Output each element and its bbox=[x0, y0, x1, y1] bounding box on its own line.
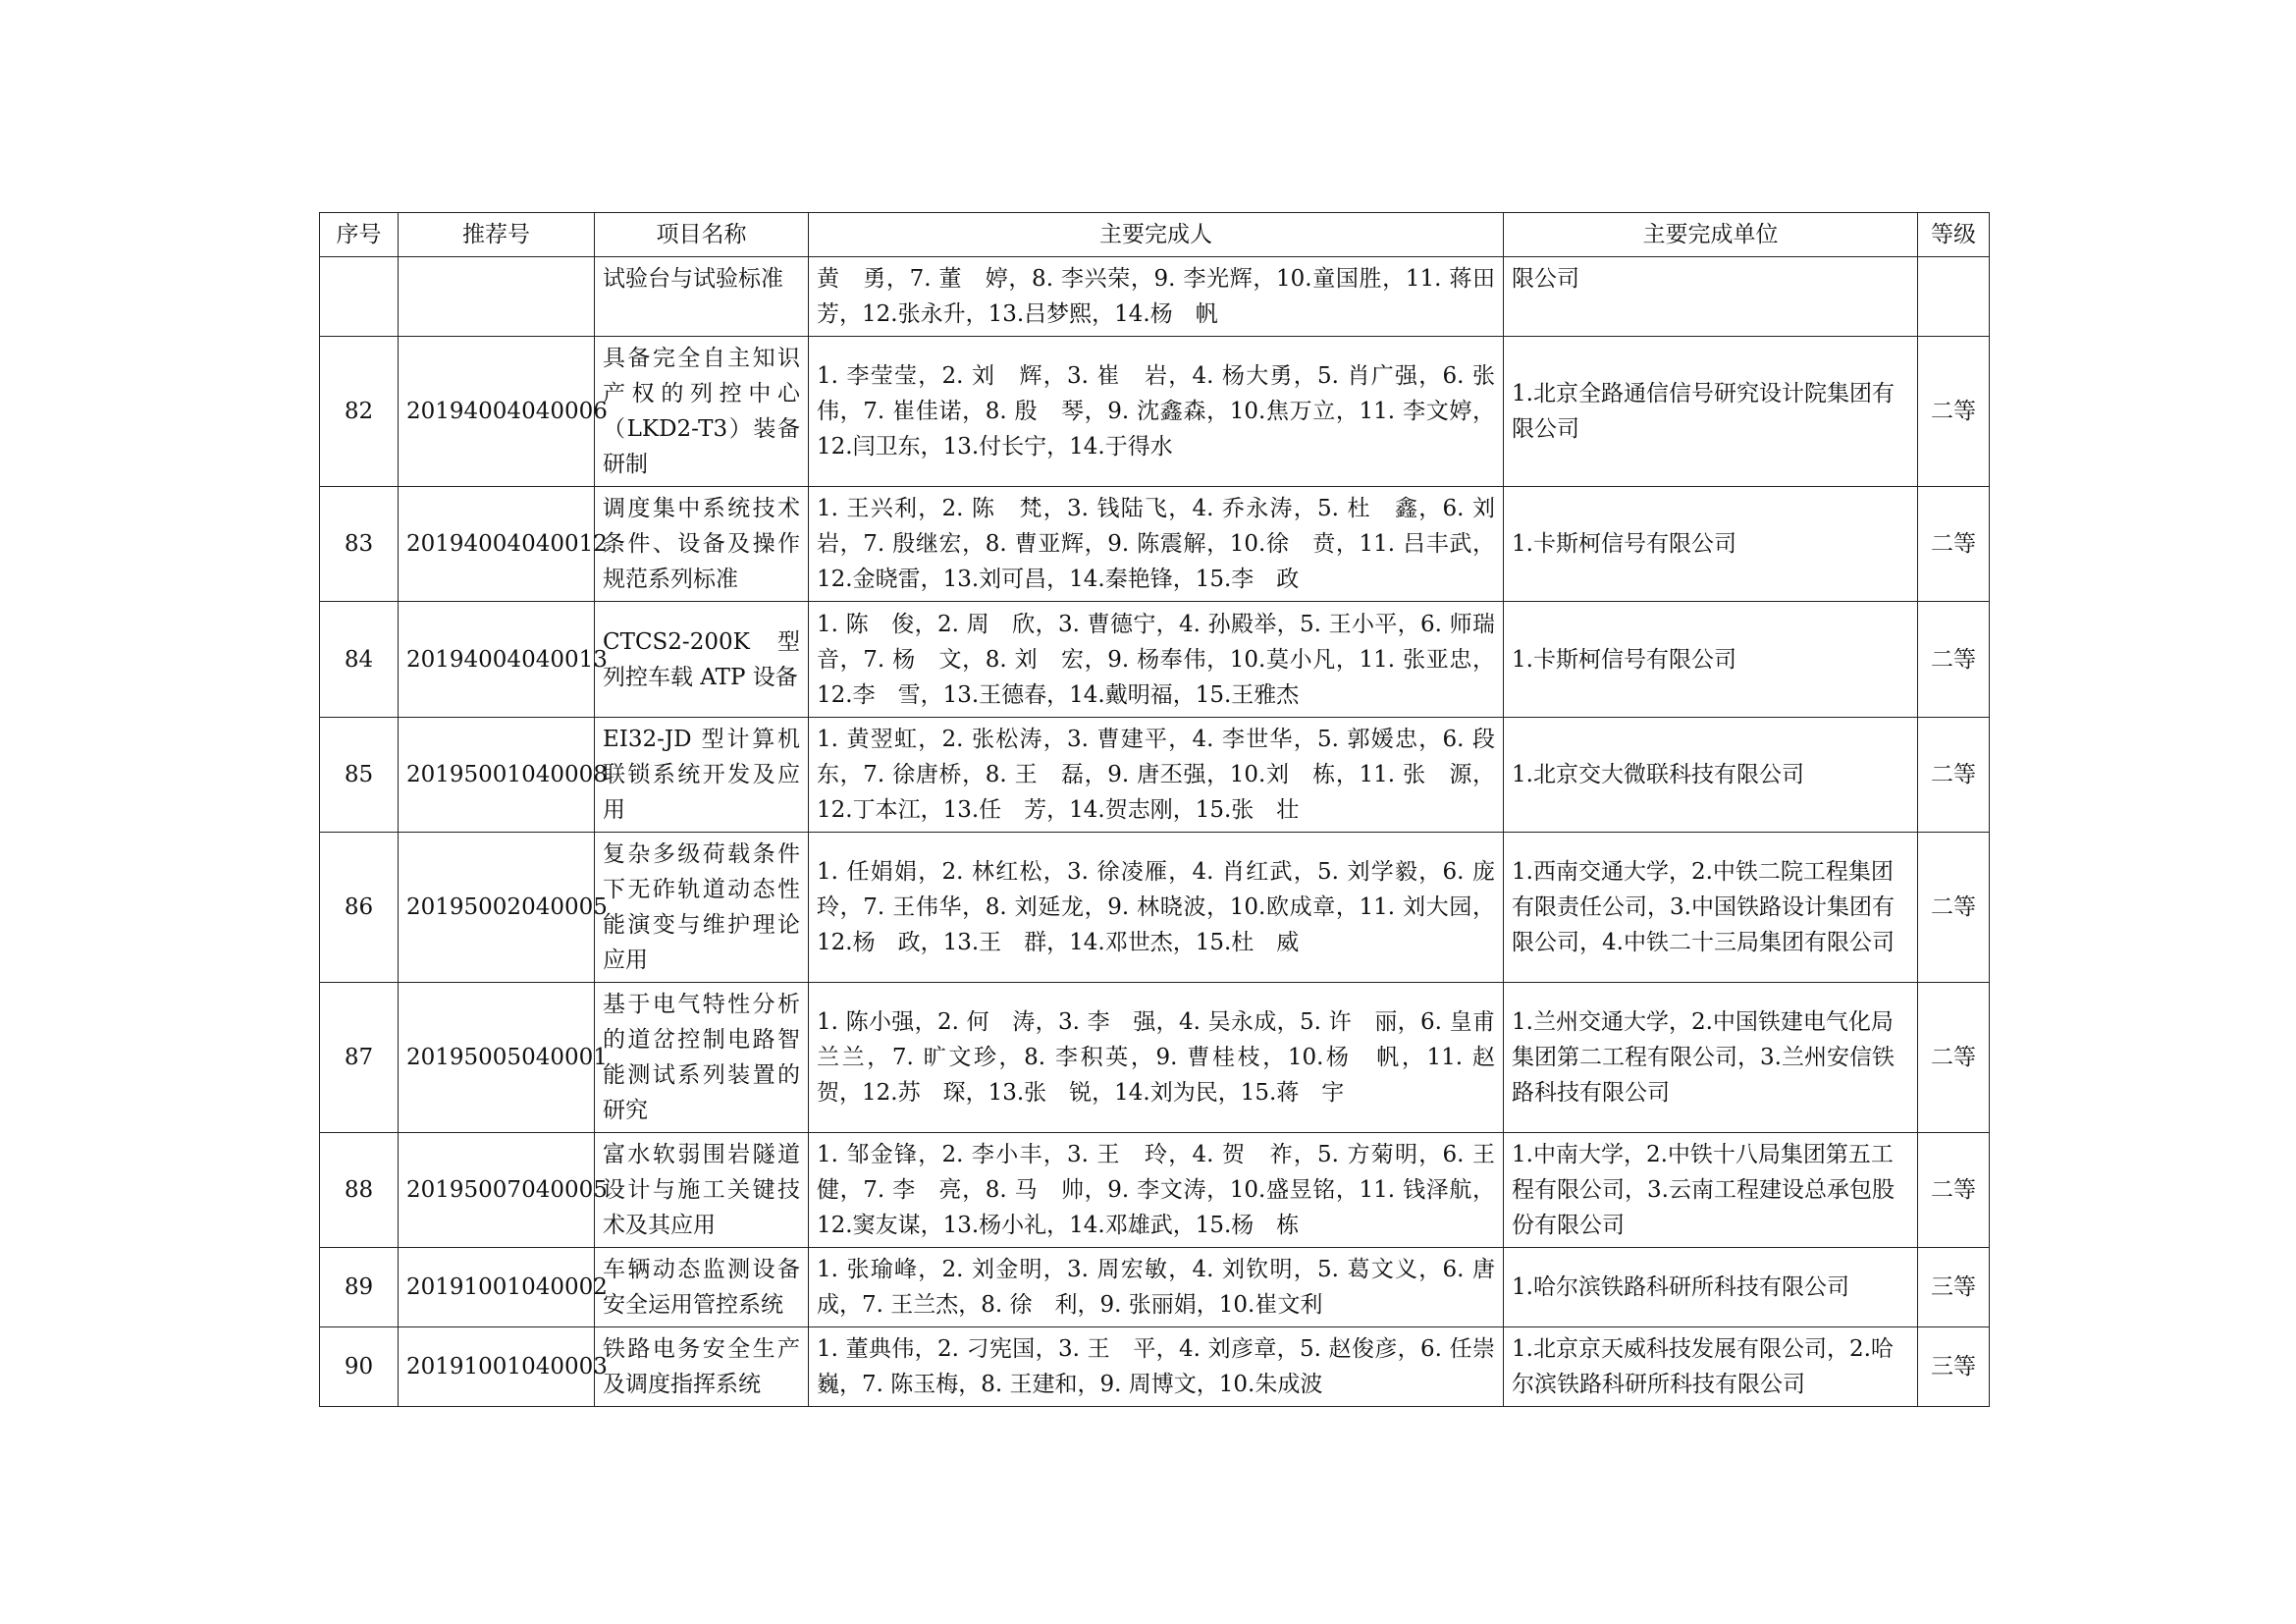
cell-grade bbox=[1918, 257, 1990, 337]
header-recommend-no: 推荐号 bbox=[399, 213, 595, 257]
cell-completers: 1. 董典伟，2. 刁宪国，3. 王 平，4. 刘彦章，5. 赵俊彦，6. 任崇巍，7. 陈玉梅，8. 王建和，9. 周博文，10.朱成波 bbox=[809, 1327, 1504, 1407]
table-row bbox=[320, 487, 1990, 602]
cell-grade: 二等 bbox=[1918, 337, 1990, 487]
cell-project-name: 车辆动态监测设备安全运用管控系统 bbox=[595, 1248, 809, 1327]
cell-grade: 二等 bbox=[1918, 718, 1990, 833]
cell-grade: 二等 bbox=[1918, 833, 1990, 983]
cell-seq: 87 bbox=[320, 983, 399, 1133]
cell-seq: 83 bbox=[320, 487, 399, 602]
cell-recommend-no: 20195002040005 bbox=[399, 833, 595, 983]
cell-grade: 二等 bbox=[1918, 487, 1990, 602]
cell-units: 限公司 bbox=[1504, 257, 1918, 337]
cell-recommend-no: 20195005040001 bbox=[399, 983, 595, 1133]
cell-units: 1.哈尔滨铁路科研所科技有限公司 bbox=[1504, 1248, 1918, 1327]
cell-completers: 1. 陈 俊，2. 周 欣，3. 曹德宁，4. 孙殿举，5. 王小平，6. 师瑞音，7. 杨 文，8. 刘 宏，9. 杨奉伟，10.莫小凡，11. 张亚忠，12.李 雪，13.王德春，14.戴明福，15.王雅杰 bbox=[809, 602, 1504, 718]
cell-seq: 88 bbox=[320, 1133, 399, 1248]
cell-units: 1.北京交大微联科技有限公司 bbox=[1504, 718, 1918, 833]
cell-completers: 1. 李莹莹，2. 刘 辉，3. 崔 岩，4. 杨大勇，5. 肖广强，6. 张 伟，7. 崔佳诺，8. 殷 琴，9. 沈鑫森，10.焦万立，11. 李文婷，12.闫卫东，13.付长宁，14.于得水 bbox=[809, 337, 1504, 487]
cell-seq: 90 bbox=[320, 1327, 399, 1407]
cell-project-name: 富水软弱围岩隧道设计与施工关键技术及其应用 bbox=[595, 1133, 809, 1248]
cell-project-name: 基于电气特性分析的道岔控制电路智能测试系列装置的研究 bbox=[595, 983, 809, 1133]
cell-recommend-no: 20194004040006 bbox=[399, 337, 595, 487]
cell-grade: 二等 bbox=[1918, 983, 1990, 1133]
cell-project-name: 具备完全自主知识产权的列控中心（LKD2-T3）装备研制 bbox=[595, 337, 809, 487]
cell-units: 1.中南大学，2.中铁十八局集团第五工程有限公司，3.云南工程建设总承包股份有限公司 bbox=[1504, 1133, 1918, 1248]
cell-project-name: 铁路电务安全生产及调度指挥系统 bbox=[595, 1327, 809, 1407]
header-units: 主要完成单位 bbox=[1504, 213, 1918, 257]
cell-grade: 三等 bbox=[1918, 1327, 1990, 1407]
award-table bbox=[319, 212, 1990, 1407]
cell-project-name: CTCS2-200K 型列控车载 ATP 设备 bbox=[595, 602, 809, 718]
cell-units: 1.卡斯柯信号有限公司 bbox=[1504, 602, 1918, 718]
cell-grade: 二等 bbox=[1918, 602, 1990, 718]
table-row bbox=[320, 1327, 1990, 1407]
table-row bbox=[320, 983, 1990, 1133]
cell-completers: 1. 王兴利，2. 陈 梵，3. 钱陆飞，4. 乔永涛，5. 杜 鑫，6. 刘 岩，7. 殷继宏，8. 曹亚辉，9. 陈震解，10.徐 贲，11. 吕丰武，12.金晓雷，13.刘可昌，14.秦艳锋，15.李 政 bbox=[809, 487, 1504, 602]
cell-recommend-no: 20195007040005 bbox=[399, 1133, 595, 1248]
cell-grade: 二等 bbox=[1918, 1133, 1990, 1248]
cell-recommend-no: 20191001040003 bbox=[399, 1327, 595, 1407]
cell-seq: 82 bbox=[320, 337, 399, 487]
table-row bbox=[320, 337, 1990, 487]
cell-recommend-no: 20191001040002 bbox=[399, 1248, 595, 1327]
header-grade: 等级 bbox=[1918, 213, 1990, 257]
cell-completers: 黄 勇，7. 董 婷，8. 李兴荣，9. 李光辉，10.童国胜，11. 蒋田芳，12.张永升，13.吕梦熙，14.杨 帆 bbox=[809, 257, 1504, 337]
cell-seq: 89 bbox=[320, 1248, 399, 1327]
cell-grade: 三等 bbox=[1918, 1248, 1990, 1327]
cell-units: 1.北京京天威科技发展有限公司，2.哈尔滨铁路科研所科技有限公司 bbox=[1504, 1327, 1918, 1407]
cell-project-name: 调度集中系统技术条件、设备及操作规范系列标准 bbox=[595, 487, 809, 602]
header-seq: 序号 bbox=[320, 213, 399, 257]
header-completers: 主要完成人 bbox=[809, 213, 1504, 257]
cell-seq: 85 bbox=[320, 718, 399, 833]
cell-completers: 1. 黄翌虹，2. 张松涛，3. 曹建平，4. 李世华，5. 郭媛忠，6. 段 东，7. 徐唐桥，8. 王 磊，9. 唐丕强，10.刘 栋，11. 张 源，12.丁本江，13.任 芳，14.贺志刚，15.张 壮 bbox=[809, 718, 1504, 833]
cell-recommend-no: 20195001040008 bbox=[399, 718, 595, 833]
header-row bbox=[320, 213, 1990, 257]
cell-seq bbox=[320, 257, 399, 337]
table-row bbox=[320, 257, 1990, 337]
table-row bbox=[320, 602, 1990, 718]
cell-recommend-no: 20194004040013 bbox=[399, 602, 595, 718]
cell-recommend-no bbox=[399, 257, 595, 337]
cell-seq: 86 bbox=[320, 833, 399, 983]
cell-completers: 1. 张瑜峰，2. 刘金明，3. 周宏敏，4. 刘钦明，5. 葛文义，6. 唐 成，7. 王兰杰，8. 徐 利，9. 张丽娟，10.崔文利 bbox=[809, 1248, 1504, 1327]
cell-recommend-no: 20194004040012 bbox=[399, 487, 595, 602]
header-project-name: 项目名称 bbox=[595, 213, 809, 257]
cell-units: 1.兰州交通大学，2.中国铁建电气化局集团第二工程有限公司，3.兰州安信铁路科技有限公司 bbox=[1504, 983, 1918, 1133]
cell-seq: 84 bbox=[320, 602, 399, 718]
table-row bbox=[320, 718, 1990, 833]
table-row bbox=[320, 1248, 1990, 1327]
cell-units: 1.西南交通大学，2.中铁二院工程集团有限责任公司，3.中国铁路设计集团有限公司，4.中铁二十三局集团有限公司 bbox=[1504, 833, 1918, 983]
cell-units: 1.卡斯柯信号有限公司 bbox=[1504, 487, 1918, 602]
table-row bbox=[320, 833, 1990, 983]
table-row bbox=[320, 1133, 1990, 1248]
cell-completers: 1. 陈小强，2. 何 涛，3. 李 强，4. 吴永成，5. 许 丽，6. 皇甫兰兰，7. 旷文珍，8. 李积英，9. 曹桂枝，10.杨 帆，11. 赵 贺，12.苏 琛，13.张 锐，14.刘为民，15.蒋 宇 bbox=[809, 983, 1504, 1133]
cell-project-name: 试验台与试验标准 bbox=[595, 257, 809, 337]
cell-completers: 1. 邹金锋，2. 李小丰，3. 王 玲，4. 贺 祚，5. 方菊明，6. 王 健，7. 李 亮，8. 马 帅，9. 李文涛，10.盛昱铭，11. 钱泽航，12.窦友谋，13.杨小礼，14.邓雄武，15.杨 栋 bbox=[809, 1133, 1504, 1248]
cell-units: 1.北京全路通信信号研究设计院集团有限公司 bbox=[1504, 337, 1918, 487]
cell-project-name: EI32-JD 型计算机联锁系统开发及应用 bbox=[595, 718, 809, 833]
cell-project-name: 复杂多级荷载条件下无砟轨道动态性能演变与维护理论应用 bbox=[595, 833, 809, 983]
cell-completers: 1. 任娟娟，2. 林红松，3. 徐凌雁，4. 肖红武，5. 刘学毅，6. 庞 玲，7. 王伟华，8. 刘延龙，9. 林晓波，10.欧成章，11. 刘大园，12.杨 政，13.王 群，14.邓世杰，15.杜 威 bbox=[809, 833, 1504, 983]
